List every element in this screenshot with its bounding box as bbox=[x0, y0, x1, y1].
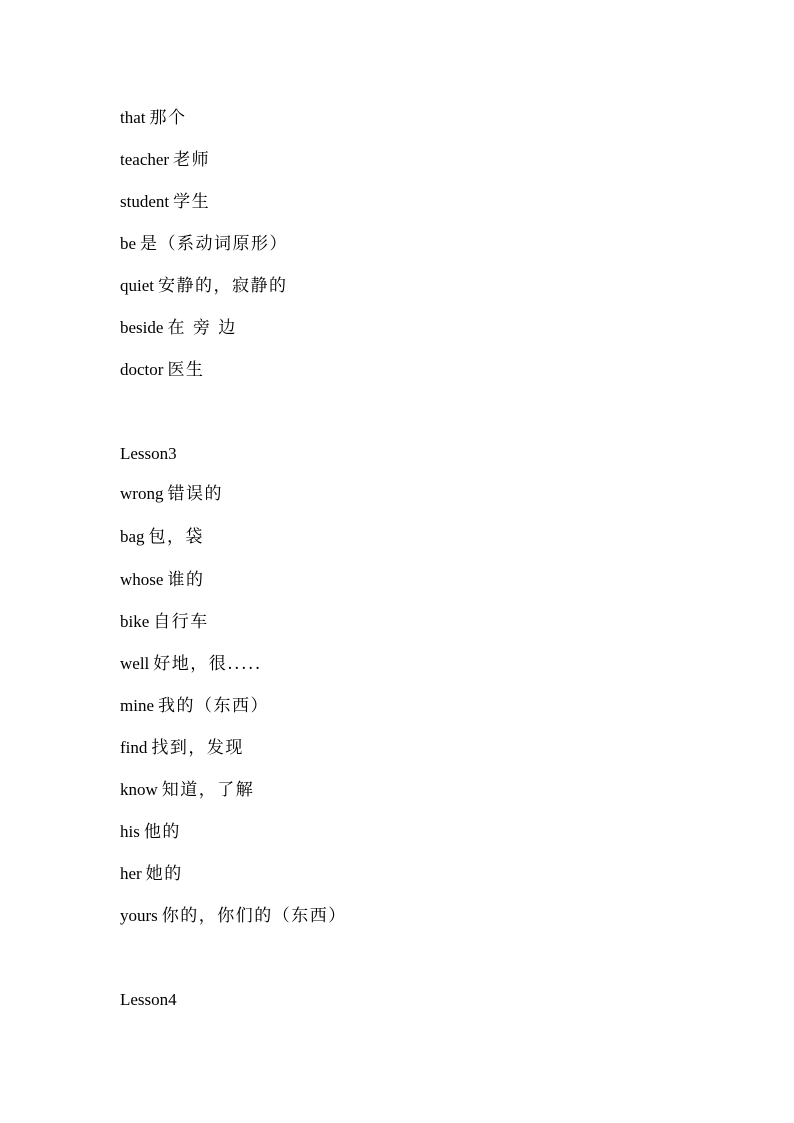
vocab-meaning: 自行车 bbox=[153, 612, 209, 632]
vocab-entry bbox=[120, 903, 347, 929]
vocab-entry bbox=[120, 693, 269, 719]
vocab-meaning: 知道，了解 bbox=[161, 780, 255, 800]
vocab-entry bbox=[120, 147, 210, 173]
vocab-entry bbox=[120, 105, 187, 131]
vocab-word: quiet bbox=[120, 276, 154, 295]
vocab-meaning: 那个 bbox=[149, 108, 187, 128]
vocab-meaning: 谁的 bbox=[167, 570, 205, 590]
vocab-meaning: 好地，很..... bbox=[153, 654, 262, 674]
vocab-entry bbox=[120, 819, 181, 845]
vocab-entry bbox=[120, 231, 288, 257]
vocab-word: his bbox=[120, 822, 140, 841]
vocab-word: wrong bbox=[120, 484, 164, 503]
vocab-meaning: 安静的，寂静的 bbox=[158, 276, 288, 296]
vocab-entry bbox=[120, 777, 254, 803]
vocab-word: her bbox=[120, 864, 142, 883]
vocab-word: yours bbox=[120, 906, 158, 925]
vocab-word: teacher bbox=[120, 150, 170, 169]
vocab-entry bbox=[120, 861, 183, 887]
vocab-meaning: 我的（东西） bbox=[158, 696, 269, 716]
vocab-word: mine bbox=[120, 696, 154, 715]
vocab-word: find bbox=[120, 738, 148, 757]
vocab-entry bbox=[120, 315, 237, 341]
vocab-word: doctor bbox=[120, 360, 164, 379]
vocab-meaning: 你的，你们的（东西） bbox=[161, 906, 347, 926]
vocab-meaning: 学生 bbox=[173, 192, 211, 212]
vocab-word: bag bbox=[120, 527, 145, 546]
vocab-entry bbox=[120, 481, 223, 507]
vocab-word: that bbox=[120, 108, 146, 127]
vocab-word: know bbox=[120, 780, 158, 799]
vocab-word: whose bbox=[120, 570, 164, 589]
vocab-meaning: 是（系动词原形） bbox=[140, 234, 289, 254]
vocab-entry bbox=[120, 524, 204, 550]
lesson-heading: Lesson4 bbox=[120, 990, 177, 1009]
vocab-entry bbox=[120, 567, 204, 593]
vocab-word: bike bbox=[120, 612, 150, 631]
vocab-word: well bbox=[120, 654, 150, 673]
lesson-heading: Lesson3 bbox=[120, 444, 177, 463]
vocab-meaning: 包，袋 bbox=[148, 527, 205, 547]
vocab-meaning: 在 旁 边 bbox=[167, 318, 237, 338]
vocab-meaning: 医生 bbox=[167, 360, 205, 380]
vocab-meaning: 找到，发现 bbox=[151, 738, 244, 758]
vocab-word: beside bbox=[120, 318, 164, 337]
vocab-word: student bbox=[120, 192, 170, 211]
vocab-word: be bbox=[120, 234, 137, 253]
vocab-meaning: 她的 bbox=[145, 864, 183, 884]
vocab-meaning: 老师 bbox=[173, 150, 211, 170]
vocab-entry bbox=[120, 735, 244, 761]
vocab-entry bbox=[120, 189, 210, 215]
vocab-entry bbox=[120, 273, 288, 299]
vocab-entry bbox=[120, 357, 204, 383]
vocab-meaning: 错误的 bbox=[167, 484, 223, 504]
vocab-meaning: 他的 bbox=[143, 822, 181, 842]
vocab-entry bbox=[120, 609, 209, 635]
vocab-entry bbox=[120, 651, 262, 677]
